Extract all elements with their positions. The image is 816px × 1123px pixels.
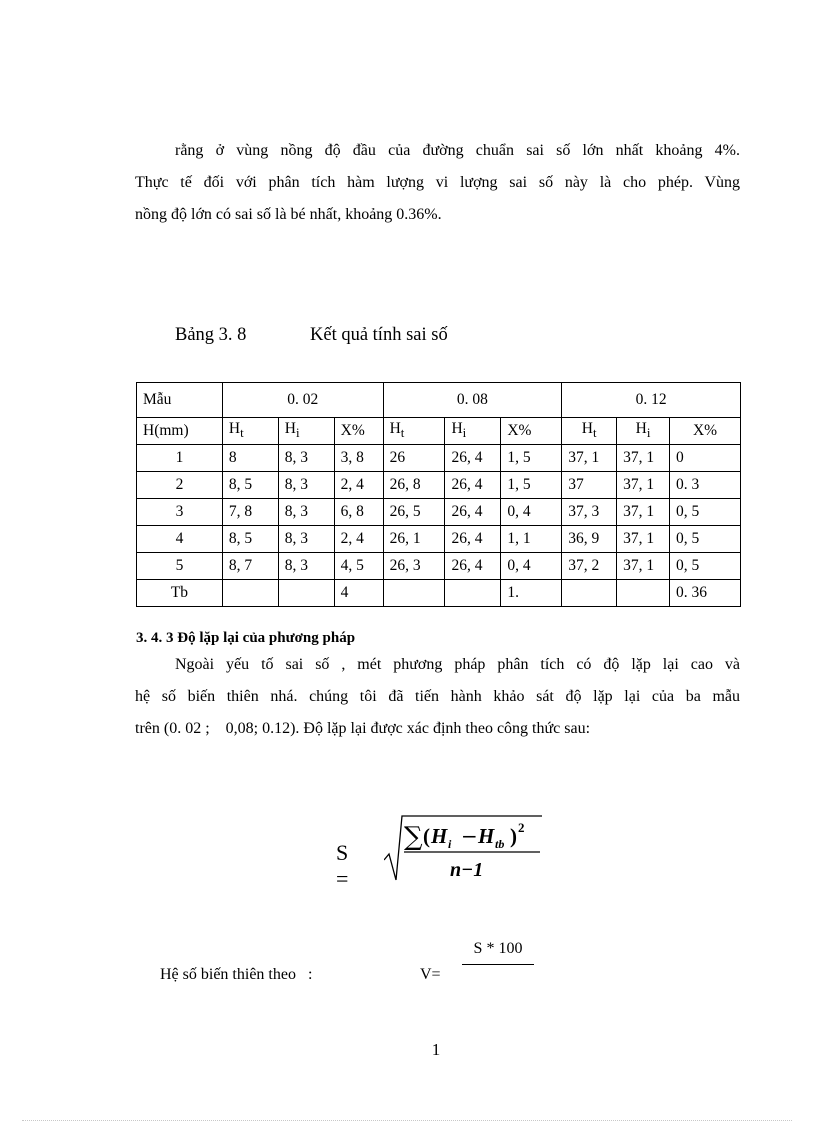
table-cell: [222, 580, 278, 607]
table-cell: 26, 8: [383, 472, 445, 499]
table-cell: 37, 1: [562, 445, 617, 472]
height-label-cell: H(mm): [137, 418, 223, 445]
h1-var: H: [431, 824, 448, 848]
table-cell: 4, 5: [334, 553, 383, 580]
h1-subscript: i: [448, 837, 452, 851]
hi-header-cell: $H_i$: [445, 418, 501, 445]
intro-paragraph: [135, 135, 740, 231]
group-header-cell: 0. 12: [562, 383, 741, 418]
table-cell: 8, 3: [278, 472, 334, 499]
coefficient-v-label: V=: [420, 966, 441, 983]
table-row: [137, 472, 741, 499]
denominator: n−1: [450, 859, 484, 881]
group-header-cell: 0. 02: [222, 383, 383, 418]
table-cell: 0, 5: [670, 526, 741, 553]
table-cell: 26, 5: [383, 499, 445, 526]
table-cell: 8, 5: [222, 472, 278, 499]
table-cell: 0, 5: [670, 553, 741, 580]
table-cell: [445, 580, 501, 607]
minus-sign: −: [461, 824, 478, 848]
table-cell: 26, 1: [383, 526, 445, 553]
sum-symbol: ∑: [404, 822, 423, 852]
table-cell: 4: [334, 580, 383, 607]
table-cell: [617, 580, 670, 607]
table-cell: 37, 1: [617, 553, 670, 580]
table-cell: 37, 1: [617, 445, 670, 472]
table-cell: [562, 580, 617, 607]
row-label-cell: 5: [137, 553, 223, 580]
table-cell: 0, 4: [501, 553, 562, 580]
ht-header-cell: $H_t$: [383, 418, 445, 445]
row-label-cell: 2: [137, 472, 223, 499]
table-cell: 0, 5: [670, 499, 741, 526]
table-sub-header-row: [137, 418, 741, 445]
table-cell: 3, 8: [334, 445, 383, 472]
table-cell: 0. 36: [670, 580, 741, 607]
table-row: [137, 499, 741, 526]
table-cell: 8: [222, 445, 278, 472]
table-cell: 1, 5: [501, 445, 562, 472]
table-cell: 37, 2: [562, 553, 617, 580]
table-cell: 26, 4: [445, 526, 501, 553]
formula-lhs: S =: [336, 840, 349, 891]
hi-header-cell: $H_i$: [278, 418, 334, 445]
table-caption-number: Bảng 3. 8: [175, 325, 247, 345]
hi-header-cell: $H_i$: [617, 418, 670, 445]
table-cell: 8, 3: [278, 526, 334, 553]
table-cell: 26, 4: [445, 472, 501, 499]
method-line-1: Ngoài yếu tố sai số , mét phương pháp phân tích có độ lặp lại cao và: [175, 656, 740, 673]
table-cell: 26, 3: [383, 553, 445, 580]
row-label-cell: 1: [137, 445, 223, 472]
table-cell: 37, 1: [617, 526, 670, 553]
formula-radical-svg: [384, 808, 544, 883]
table-cell: 1.: [501, 580, 562, 607]
table-group-header-row: [137, 383, 741, 418]
table-row: [137, 553, 741, 580]
table-cell: 0, 4: [501, 499, 562, 526]
coefficient-fraction: [462, 940, 534, 965]
h2-subscript: tb: [495, 837, 505, 851]
row-label-cell: 3: [137, 499, 223, 526]
row-label-cell: Tb: [137, 580, 223, 607]
table-cell: 37: [562, 472, 617, 499]
table-cell: 36, 9: [562, 526, 617, 553]
table-cell: 37, 1: [617, 499, 670, 526]
table-cell: 26, 4: [445, 499, 501, 526]
table-cell: 37, 3: [562, 499, 617, 526]
method-line-2: hệ số biến thiên nhá. chúng tôi đã tiến hành khảo sát độ lặp lại của ba mẫu: [135, 688, 740, 705]
table-row-average: [137, 580, 741, 607]
table-cell: 8, 7: [222, 553, 278, 580]
table-cell: 8, 5: [222, 526, 278, 553]
section-heading: 3. 4. 3 Độ lặp lại của phương pháp: [136, 630, 356, 646]
table-cell: 26, 4: [445, 553, 501, 580]
intro-line-2: Thực tế đối với phân tích hàm lượng vi lượng sai số này là cho phép. Vùng: [135, 174, 740, 191]
page-number: 1: [431, 1040, 441, 1059]
exponent: 2: [518, 820, 525, 835]
table-cell: [278, 580, 334, 607]
table-cell: 8, 3: [278, 553, 334, 580]
table-cell: 26, 4: [445, 445, 501, 472]
error-results-table: [136, 382, 741, 607]
table-cell: 7, 8: [222, 499, 278, 526]
table-cell: 1, 5: [501, 472, 562, 499]
method-paragraph: [135, 649, 740, 745]
method-line-3: trên (0. 02 ; 0,08; 0.12). Độ lặp lại được xác định theo công thức sau:: [135, 720, 591, 737]
table-row: [137, 445, 741, 472]
table-cell: 8, 3: [278, 499, 334, 526]
table-row: [137, 526, 741, 553]
group-header-cell: 0. 08: [383, 383, 562, 418]
table-caption-title: Kết quả tính sai số: [310, 325, 448, 345]
numerator-close: ): [510, 824, 517, 848]
table-cell: 2, 4: [334, 472, 383, 499]
table-cell: 6, 8: [334, 499, 383, 526]
table-cell: 1, 1: [501, 526, 562, 553]
numerator-open: (: [423, 824, 430, 848]
table-cell: 0: [670, 445, 741, 472]
table-cell: 26: [383, 445, 445, 472]
table-cell: 2, 4: [334, 526, 383, 553]
row-label-cell: 4: [137, 526, 223, 553]
coefficient-label: Hệ số biến thiên theo :: [160, 966, 313, 983]
coefficient-numerator: S * 100: [462, 940, 534, 965]
table-cell: 37, 1: [617, 472, 670, 499]
page-bottom-divider: [22, 1120, 792, 1121]
x-header-cell: X%: [334, 418, 383, 445]
x-header-cell: X%: [501, 418, 562, 445]
table-caption: [175, 325, 448, 346]
intro-line-3: nồng độ lớn có sai số là bé nhất, khoảng 0.36%.: [135, 206, 442, 223]
table-cell: [383, 580, 445, 607]
x-header-cell: X%: [670, 418, 741, 445]
table-cell: 8, 3: [278, 445, 334, 472]
sample-label-cell: Mẫu: [137, 383, 223, 418]
ht-header-cell: $H_t$: [222, 418, 278, 445]
intro-line-1: rằng ở vùng nồng độ đầu của đường chuẩn sai số lớn nhất khoảng 4%.: [175, 142, 740, 159]
h2-var: H: [478, 824, 495, 848]
ht-header-cell: $H_t$: [562, 418, 617, 445]
table-cell: 0. 3: [670, 472, 741, 499]
